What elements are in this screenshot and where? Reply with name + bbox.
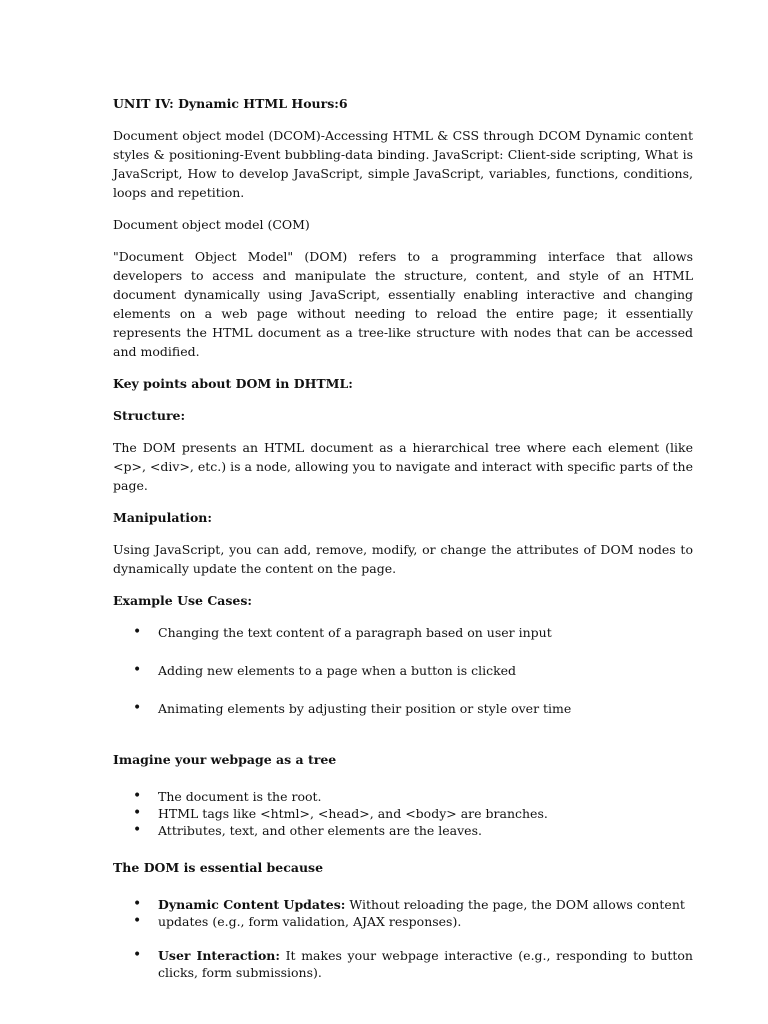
bullet-icon: • [133,700,142,716]
tree-list [113,788,693,839]
document-page [113,94,693,981]
manipulation-paragraph: Using JavaScript, you can add, remove, modify, or change the attributes of DOM nodes to dynamically update the content on the page. [113,542,693,576]
syllabus-paragraph: Document object model (DCOM)-Accessing HTML & CSS through DCOM Dynamic content styles & positioning-Event bubbling-data binding. JavaScript: Client-side scripting, What is JavaScript, How to develop JavaScript, simple JavaScript, variables, functions, conditions, loops and repetition. [113,128,693,200]
essential-heading: The DOM is essential because [113,860,324,875]
bullet-icon: • [133,947,142,963]
manipulation-heading: Manipulation: [113,510,213,525]
key-points-heading: Key points about DOM in DHTML: [113,376,353,391]
use-cases-list [113,623,693,718]
list-item: • The document is the root. [133,788,322,804]
essential-list [113,896,693,930]
tree-heading: Imagine your webpage as a tree [113,752,337,767]
com-title: Document object model (COM) [113,217,310,232]
use-cases-heading: Example Use Cases: [113,593,253,608]
list-item: • HTML tags like <html>, <head>, and <body> are branches. [133,805,548,821]
essential-list-continued [113,947,693,981]
list-item: • Attributes, text, and other elements are the leaves. [133,822,482,838]
list-item: • Adding new elements to a page when a button is clicked [133,662,517,678]
list-item: • Changing the text content of a paragraph based on user input [133,624,552,640]
bullet-icon: • [133,913,142,929]
structure-heading: Structure: [113,408,186,423]
list-item: • updates (e.g., form validation, AJAX responses). [133,913,462,929]
list-item: • Dynamic Content Updates: Without reloading the page, the DOM allows content [133,896,685,912]
unit-heading: UNIT IV: Dynamic HTML Hours:6 [113,96,348,111]
bullet-icon: • [133,624,142,640]
dom-definition-paragraph: "Document Object Model" (DOM) refers to a programming interface that allows developers to access and manipulate the structure, content, and style of an HTML document dynamically using JavaScript, essentially enabling interactive and changing elements on a web page without needing to reload the entire page; it essentially represents the HTML document as a tree-like structure with nodes that can be accessed and modified. [113,249,693,359]
list-item: • User Interaction: It makes your webpage interactive (e.g., responding to button clicks, form submissions). [133,947,693,980]
bullet-icon: • [133,805,142,821]
bullet-icon: • [133,788,142,804]
bullet-icon: • [133,822,142,838]
structure-paragraph: The DOM presents an HTML document as a hierarchical tree where each element (like <p>, <div>, etc.) is a node, allowing you to navigate and interact with specific parts of the page. [113,440,693,493]
bullet-icon: • [133,896,142,912]
bullet-icon: • [133,662,142,678]
list-item: • Animating elements by adjusting their position or style over time [133,700,572,716]
